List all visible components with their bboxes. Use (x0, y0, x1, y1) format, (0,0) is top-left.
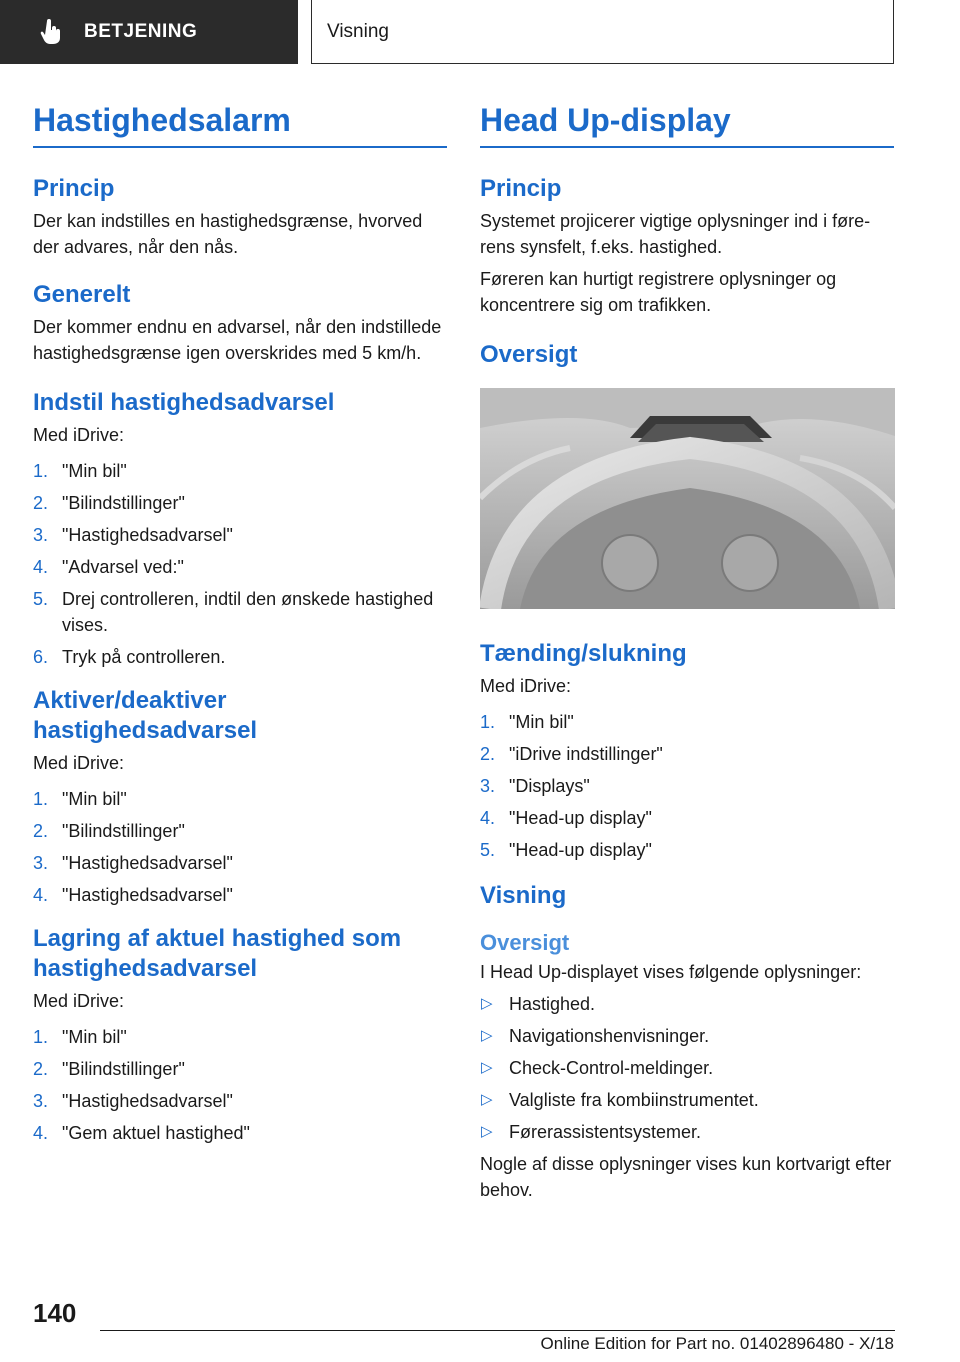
aktiver-steps (33, 786, 447, 908)
indstil-heading: Indstil hastighedsadvarsel (33, 389, 335, 416)
visning-intro: I Head Up-displayet vises følgende oplysninger: (480, 962, 862, 982)
indstil-steps (33, 458, 447, 670)
list-item: 2. "Bilindstillinger" (33, 1059, 185, 1079)
aktiver-intro: Med iDrive: (33, 753, 125, 773)
list-item: 4. "Head-up display" (480, 808, 652, 828)
lagring-steps (33, 1024, 447, 1146)
section-header (311, 0, 894, 64)
list-item: 2. "iDrive indstillinger" (480, 744, 663, 764)
list-item: 3. "Hastighedsadvarsel" (33, 1091, 233, 1111)
hud-oversigt-heading: Oversigt (480, 341, 578, 368)
chapter-tab (0, 0, 298, 64)
list-item: 1. "Min bil" (480, 712, 574, 732)
list-item: 4. "Hastighedsadvarsel" (33, 885, 233, 905)
taending-heading: Tænding/slukning (480, 640, 687, 667)
triangle-right-icon: ▷ (481, 1123, 493, 1140)
indstil-intro: Med iDrive: (33, 425, 125, 445)
triangle-right-icon: ▷ (481, 1091, 493, 1108)
page-number: 140 (33, 1298, 77, 1328)
left-column (33, 100, 447, 1152)
list-item: 3. "Hastighedsadvarsel" (33, 525, 233, 545)
list-item: 1. "Min bil" (33, 789, 127, 809)
list-item: ▷ Hastighed. (480, 991, 894, 1017)
right-column (480, 100, 894, 1203)
hud-princip-heading: Princip (480, 175, 562, 202)
list-item: ▷ Check-Control-meldinger. (480, 1055, 894, 1081)
triangle-right-icon: ▷ (481, 1059, 493, 1076)
list-item: 4. "Advarsel ved:" (33, 557, 184, 577)
list-item: 5. "Head-up display" (480, 840, 652, 860)
hud-dashboard-image (480, 388, 895, 609)
taending-intro: Med iDrive: (480, 676, 572, 696)
hud-princip-text-1: Systemet projicerer vigtige oplysninger ind i førerens synsfelt, f.eks. hastighed. (480, 211, 871, 257)
list-item: 1. "Min bil" (33, 461, 127, 481)
list-item: 3. "Displays" (480, 776, 590, 796)
hastighedsalarm-title: Hastighedsalarm (33, 100, 447, 148)
visning-heading: Visning (480, 882, 567, 909)
hud-princip-text-2: Føreren kan hurtigt registrere oplysninger og koncentrere sig om trafikken. (480, 269, 837, 315)
hand-pointer-icon (40, 19, 62, 45)
list-item: 6. Tryk på controlleren. (33, 647, 226, 667)
princip-text: Der kan indstilles en hastighedsgrænse, hvorved der advares, når den nås. (33, 211, 423, 257)
visning-oversigt-subheading: Oversigt (480, 930, 570, 955)
visning-bullets (480, 991, 894, 1145)
footer-edition: Online Edition for Part no. 01402896480 - X/18 (540, 1334, 894, 1353)
section-label: Visning (327, 20, 389, 42)
list-item: ▷ Navigationshenvisninger. (480, 1023, 894, 1049)
generelt-text: Der kommer endnu en advarsel, når den indstillede hastighedsgrænse igen overskrides med 5 km/h. (33, 317, 442, 363)
princip-heading: Princip (33, 175, 115, 202)
list-item: 4. "Gem aktuel hastighed" (33, 1123, 250, 1143)
footer-divider (100, 1330, 895, 1331)
triangle-right-icon: ▷ (481, 1027, 493, 1044)
list-item: ▷ Førerassistentsystemer. (480, 1119, 894, 1145)
list-item: ▷ Valgliste fra kombiinstrumentet. (480, 1087, 894, 1113)
chapter-label: BETJENING (84, 21, 198, 42)
lagring-intro: Med iDrive: (33, 991, 125, 1011)
visning-outro: Nogle af disse oplysninger vises kun kortvarigt efter behov. (480, 1154, 892, 1200)
list-item: 2. "Bilindstillinger" (33, 821, 185, 841)
lagring-heading: Lagring af aktuel hastighed som hastighedsadvarsel (33, 925, 402, 982)
head-up-display-title: Head Up-display (480, 100, 894, 148)
taending-steps (480, 709, 894, 863)
list-item: 2. "Bilindstillinger" (33, 493, 185, 513)
triangle-right-icon: ▷ (481, 995, 493, 1012)
list-item: 1. "Min bil" (33, 1027, 127, 1047)
aktiver-heading: Aktiver/deaktiver hastighedsadvarsel (33, 687, 258, 744)
list-item: 3. "Hastighedsadvarsel" (33, 853, 233, 873)
generelt-heading: Generelt (33, 281, 131, 308)
list-item: 5. Drej controlleren, indtil den ønskede hastighed vises. (33, 589, 434, 635)
